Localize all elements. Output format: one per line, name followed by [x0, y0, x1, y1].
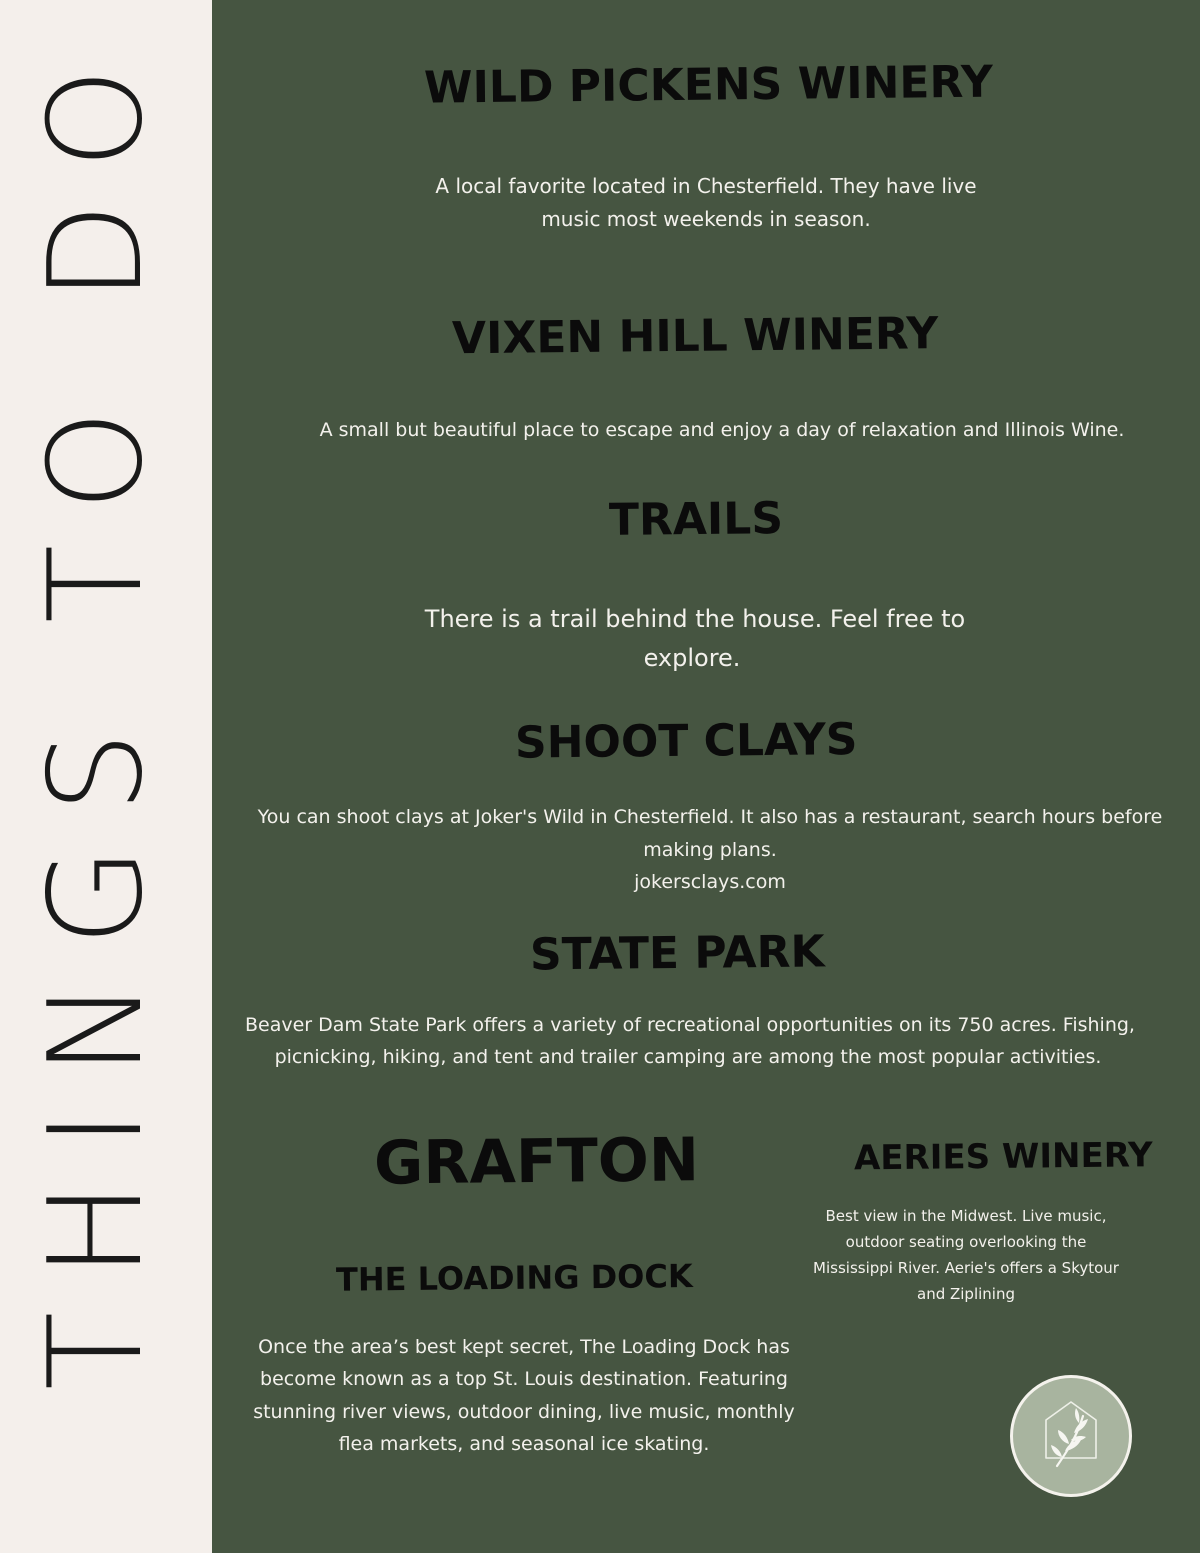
- loading-dock-line-1: Once the area’s best kept secret, The Loading Dock has: [258, 1336, 790, 1358]
- trails-line-2: explore.: [643, 644, 741, 672]
- state-park-title: STATE PARK: [529, 926, 825, 981]
- main-content: [212, 0, 1200, 1553]
- loading-dock-title: THE LOADING DOCK: [335, 1257, 693, 1299]
- shoot-clays-line-1: You can shoot clays at Joker's Wild in Chesterfield. It also has a restaurant, search hours before: [257, 806, 1163, 828]
- aeries-winery-title: AERIES WINERY: [853, 1135, 1153, 1179]
- aeries-line-4: and Ziplining: [917, 1285, 1015, 1303]
- aeries-line-3: Mississippi River. Aerie's offers a Skytour: [813, 1259, 1119, 1277]
- wild-pickens-line-1: A local favorite located in Chesterfield. They have live: [435, 174, 977, 198]
- sidebar: [0, 0, 212, 1553]
- vixen-hill-title: VIXEN HILL WINERY: [451, 308, 939, 365]
- trails-line-1: There is a trail behind the house. Feel free to: [424, 605, 966, 633]
- logo: [1010, 1375, 1132, 1497]
- shoot-clays-line-2: making plans.: [643, 839, 777, 861]
- wild-pickens-line-2: music most weekends in season.: [541, 207, 871, 231]
- house-leaf-icon: [1013, 1378, 1129, 1494]
- trails-title: TRAILS: [608, 493, 784, 546]
- shoot-clays-title: SHOOT CLAYS: [514, 714, 858, 769]
- aeries-line-1: Best view in the Midwest. Live music,: [825, 1207, 1107, 1225]
- state-park-line-1: Beaver Dam State Park offers a variety of recreational opportunities on its 750 acres. Fishing,: [245, 1014, 1135, 1036]
- wild-pickens-title: WILD PICKENS WINERY: [423, 56, 994, 114]
- loading-dock-line-3: stunning river views, outdoor dining, live music, monthly: [253, 1401, 795, 1423]
- state-park-line-2: picnicking, hiking, and tent and trailer camping are among the most popular activities.: [274, 1046, 1102, 1068]
- grafton-title: GRAFTON: [373, 1125, 700, 1199]
- jokersclays-link[interactable]: jokersclays.com: [634, 871, 786, 893]
- aeries-line-2: outdoor seating overlooking the: [845, 1233, 1087, 1251]
- page-title: THINGS TO DO: [22, 34, 171, 1390]
- loading-dock-line-2: become known as a top St. Louis destination. Featuring: [260, 1368, 788, 1390]
- vixen-hill-line-1: A small but beautiful place to escape and enjoy a day of relaxation and Illinois Wine.: [319, 419, 1125, 441]
- loading-dock-line-4: flea markets, and seasonal ice skating.: [338, 1433, 710, 1455]
